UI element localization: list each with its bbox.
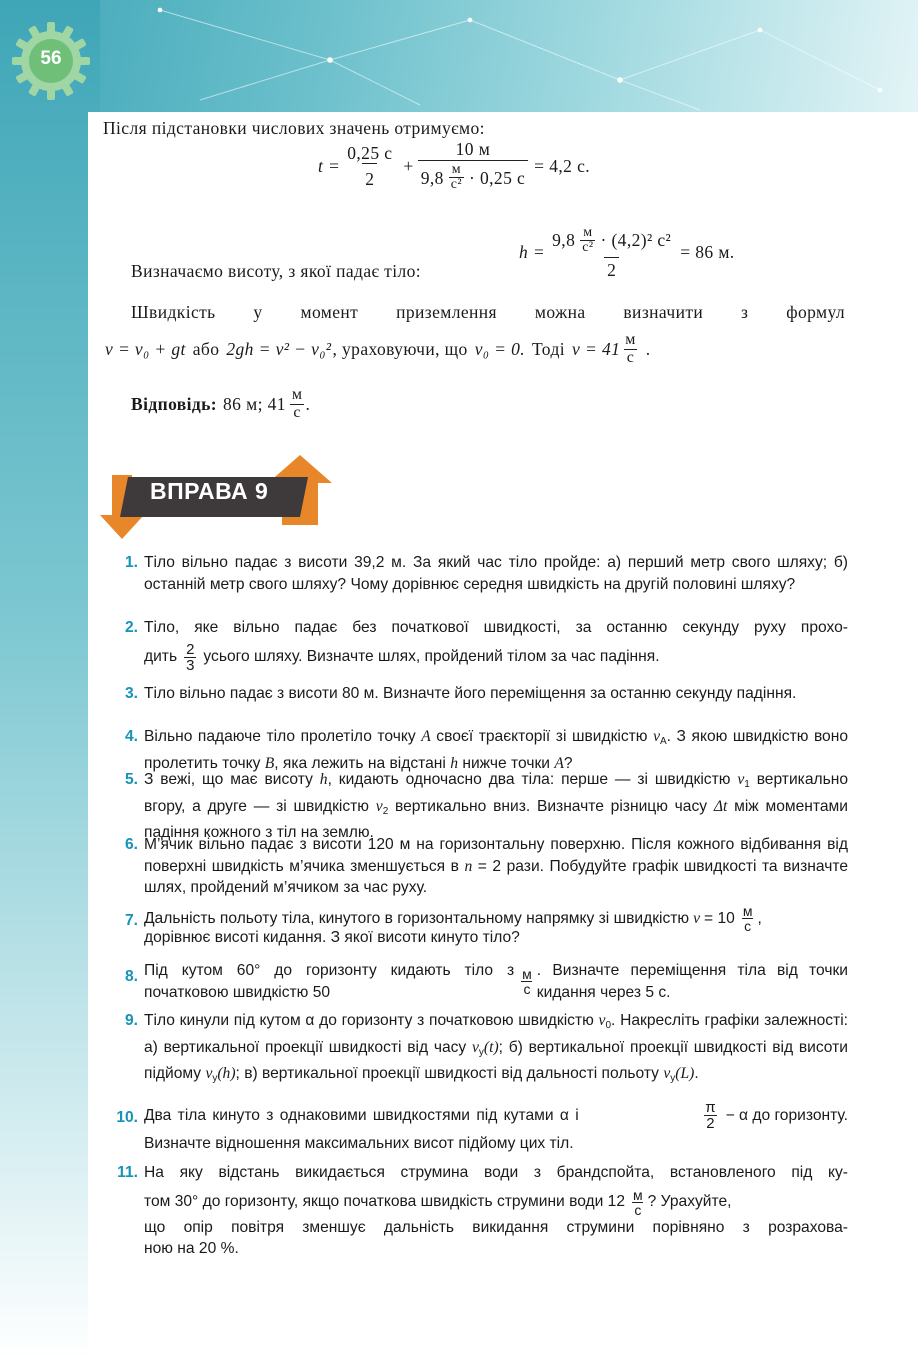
exercise-title: ВПРАВА 9 bbox=[150, 478, 269, 504]
task-4: 4. Вільно падаюче тіло пролетіло точку A своєї траєкторії зі швидкістю $v_A$. З якою швидкістю воно пролетить точку B, яка лежить на відстані h нижче точки A? bbox=[124, 728, 849, 772]
task-9: 9. Тіло кинули під кутом α до горизонту з початковою швидкістю $v_0$. Накресліть графіки залежності: а) вертикальної проекції швидкості від часу $v_y(t)$; б) вертикальної проекції швидкості від висоти підйому $v_y(h)$; в) вертикальної проекції швидкості від дальності польоту $v_y(L)$. bbox=[124, 1012, 848, 1084]
height-text: Визначаємо висоту, з якої падає тіло: bbox=[131, 261, 422, 281]
solution-intro: Після підстановки числових значень отримуємо: bbox=[103, 118, 485, 138]
left-decorative-band bbox=[0, 0, 100, 1360]
task-3: 3. Тіло вільно падає з висоти 80 м. Визначте його переміщення за останню секунду падіння. bbox=[124, 685, 797, 702]
eq-t-lhs: t = bbox=[318, 155, 341, 176]
task-1: 1. Тіло вільно падає з висоти 39,2 м. За який час тіло пройде: а) перший метр свого шляху; б) останній метр свого шляху? Чому дорівнює середня швидкість на другій половині шляху? bbox=[124, 554, 848, 593]
answer-label: Відповідь: bbox=[131, 393, 218, 414]
task-8: 8. Під кутом 60° до горизонту кидають тіло з початковою швидкістю 50 $\frac{м}{с}$ . Визначте переміщення тіла від точки кидання через 5 с. bbox=[124, 962, 848, 1001]
header-banner bbox=[0, 0, 918, 112]
answer-value: 86 м; 41 bbox=[223, 393, 286, 414]
eq-t-fraction-2: 10 м 9,8 $\frac{м}{\text{с²}}$ · 0,25 с bbox=[418, 140, 528, 192]
task-5: 5. З вежі, що має висоту h, кидають одночасно два тіла: перше — зі швидкістю $v_1$ вертикально вгору, а друге — зі швидкістю $v_2$ вертикально вниз. Визначте різницю часу Δt між моментами падіння кожного з тіл на землю. bbox=[124, 771, 848, 841]
task-2: 2. Тіло, яке вільно падає без початкової швидкості, за останню секунду руху прохо- дить $\frac{2}{3}$ усього шляху. Визначте шлях, пройдений тілом за час падіння. bbox=[124, 619, 848, 674]
eq-t-fraction-1: $\frac{0,25 с}{2}$ bbox=[347, 143, 393, 189]
task-11: 11. На яку відстань викидається струмина води з брандспойта, встановленого під ку- том 30° до горизонту, якщо початкова швидкість струмини води 12 $\frac{м}{с}$ ? Урахуйте, що опір повітря зменшує дальність викидання струмини порівняно з розрахова- ною на 20 %. bbox=[117, 1164, 848, 1257]
task-6: 6. М’ячик вільно падає з висоти 120 м на горизонтальну поверхню. Після кожного відбивання від поверхні швидкість м’ячика зменшується в n = 2 рази. Побудуйте графік швидкості та визначте шлях, пройдений м’ячиком за час руху. bbox=[124, 836, 848, 896]
speed-line-1: Швидкість у момент приземлення можна визначити з формул bbox=[131, 302, 845, 322]
speed-line-2: v = v₀ + gt або 2gh = v² − v₀² , ураховуючи, що v₀ = 0. Тоді v = 41 $\frac{м}{с}$ . bbox=[105, 331, 651, 366]
task-7: 7. Дальність польоту тіла, кинутого в горизонтальному напрямку зі швидкістю v = 10 $\frac{м}{с}$ , дорівнює висоті кидання. З якої висоти кинуто тіло? bbox=[124, 903, 762, 946]
constellation-decoration bbox=[0, 0, 918, 112]
page-number: 56 bbox=[40, 48, 62, 69]
equation-height: h = 9,8 $\frac{м}{\text{с²}}$ · (4,2)² с² 2 = 86 м. bbox=[519, 225, 735, 280]
answer-line: Відповідь: 86 м; 41 $\frac{м}{с}$ . bbox=[131, 386, 311, 421]
task-10: 10. Два тіла кинуто з однаковими швидкостями під кутами α і $\frac{\pi}{2}$ − α до горизонту. Визначте відношення максимальних висот підйому цих тіл. bbox=[116, 1099, 848, 1152]
eq-h-fraction: 9,8 $\frac{м}{\text{с²}}$ · (4,2)² с² 2 bbox=[552, 225, 672, 280]
equation-time: t = $\frac{0,25 с}{2}$ + 10 м 9,8 $\frac{м}{\text{с²}}$ · 0,25 с = 4,2 с. bbox=[318, 139, 591, 193]
